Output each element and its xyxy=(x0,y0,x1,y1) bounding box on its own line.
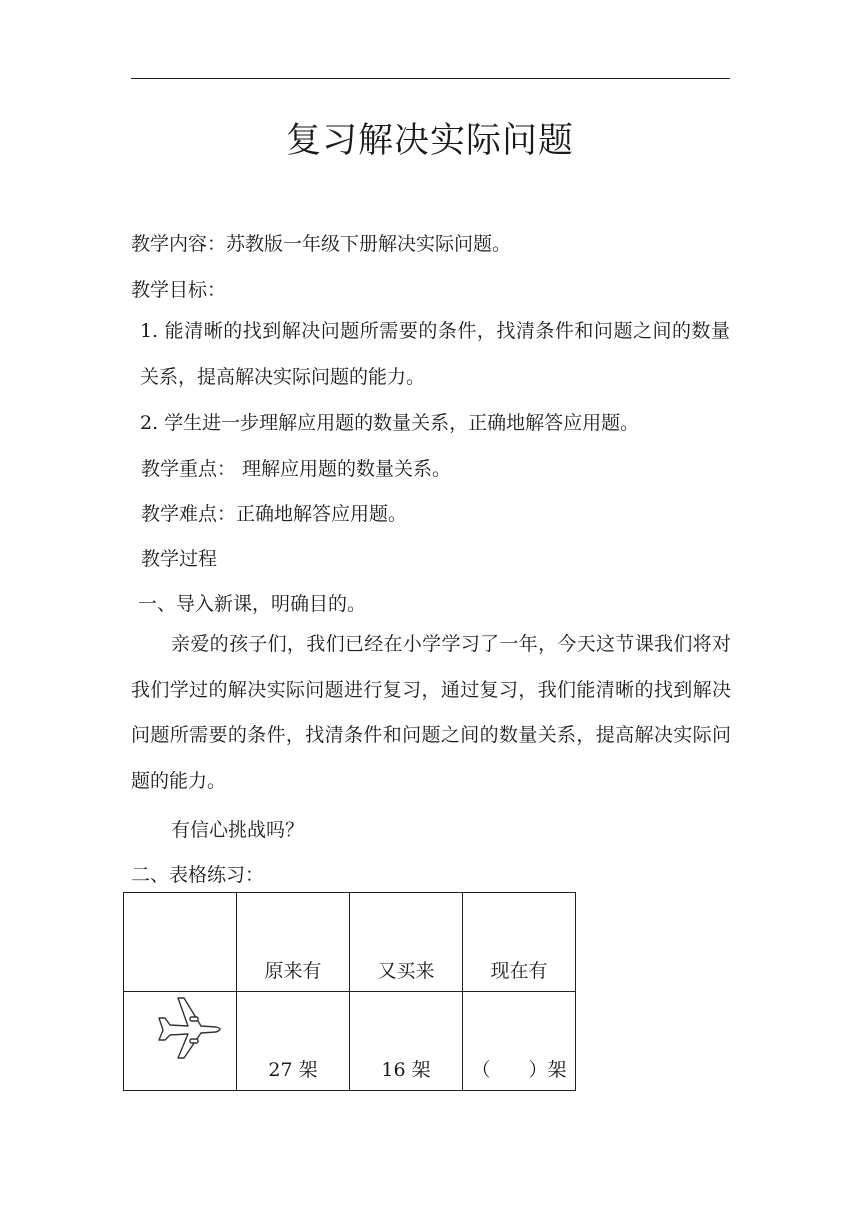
table-header-cell xyxy=(124,893,237,992)
exercise-table xyxy=(123,892,576,1091)
airplane-icon xyxy=(154,996,226,1060)
table-header-cell: 现在有 xyxy=(463,893,576,992)
teaching-content: 教学内容：苏教版一年级下册解决实际问题。 xyxy=(131,233,512,255)
section-1-heading: 一、导入新课，明确目的。 xyxy=(138,593,367,615)
objective-2: 2. 学生进一步理解应用题的数量关系，正确地解答应用题。 xyxy=(140,412,640,434)
table-header-row xyxy=(124,893,576,992)
difficulty: 教学难点：正确地解答应用题。 xyxy=(141,503,408,525)
table-cell: （ ）架 xyxy=(463,992,576,1091)
header-rule xyxy=(131,78,730,79)
challenge-line: 有信心挑战吗？ xyxy=(171,819,305,841)
key-point: 教学重点： 理解应用题的数量关系。 xyxy=(141,458,452,480)
objective-1: 1. 能清晰的找到解决问题所需要的条件，找清条件和问题之间的数量关系，提高解决实际问题的能力。 xyxy=(140,320,730,388)
section-2-heading: 二、表格练习： xyxy=(131,864,265,886)
table-row xyxy=(124,992,576,1091)
table-cell: 27 架 xyxy=(237,992,350,1091)
table-icon-cell xyxy=(124,992,237,1091)
intro-paragraph: 亲爱的孩子们，我们已经在小学学习了一年，今天这节课我们将对我们学过的解决实际问题进行复习，通过复习，我们能清晰的找到解决问题所需要的条件，找清条件和问题之间的数量关系，提高解决实际问题的能力。 xyxy=(131,633,731,792)
table-cell: 16 架 xyxy=(350,992,463,1091)
process-heading: 教学过程 xyxy=(141,548,218,570)
page-title: 复习解决实际问题 xyxy=(285,121,574,161)
objectives-heading: 教学目标： xyxy=(131,279,227,301)
table-header-cell: 原来有 xyxy=(237,893,350,992)
table-header-cell: 又买来 xyxy=(350,893,463,992)
